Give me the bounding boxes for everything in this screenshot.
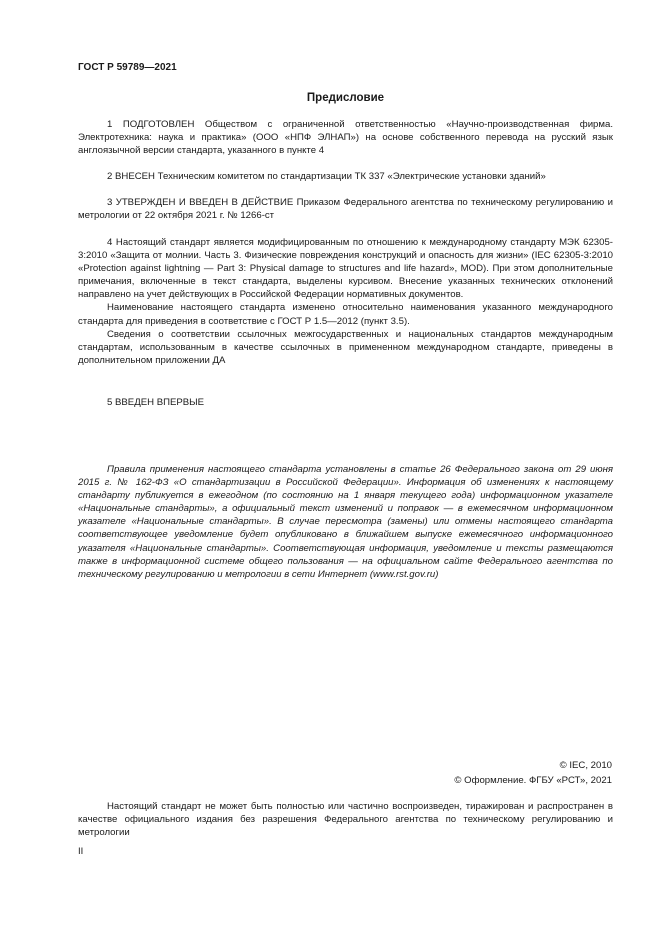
copyright-design: © Оформление. ФГБУ «РСТ», 2021	[454, 775, 612, 786]
reproduction-notice-text: Настоящий стандарт не может быть полностью или частично воспроизведен, тиражирован и распространен в качестве официального издания без разрешения Федерального агентства по техническому регулированию и метрологии	[78, 801, 613, 839]
copyright-iec: © IEC, 2010	[559, 760, 612, 771]
item-3-block	[78, 196, 613, 222]
item-2-block	[78, 170, 613, 183]
rules-note-block	[78, 463, 613, 581]
item-4-references: Сведения о соответствии ссылочных межгосударственных и национальных стандартов международным стандартам, использованным в качестве ссылочных в примененном международном стандарте, приведены в дополнительном приложении ДА	[78, 328, 613, 366]
item-4-name-change: Наименование настоящего стандарта изменено относительно наименования указанного международного стандарта для приведения в соответствие с ГОСТ Р 1.5—2012 (пункт 3.5).	[78, 302, 613, 327]
reproduction-notice	[78, 800, 613, 839]
item-1-text: 1 ПОДГОТОВЛЕН Обществом с ограниченной ответственностью «Научно-производственная фирма. Электротехника: наука и практика» (ООО «НПФ ЭЛНАП») на основе собственного перевода на русский язык англоязычной версии стандарта, указанного в пункте 4	[78, 119, 613, 157]
item-3-text: 3 УТВЕРЖДЕН И ВВЕДЕН В ДЕЙСТВИЕ Приказом Федерального агентства по техническому регулированию и метрологии от 22 октября 2021 г. № 1266-ст	[78, 197, 613, 222]
copyright-block	[454, 758, 612, 788]
item-2-text: 2 ВНЕСЕН Техническим комитетом по стандартизации ТК 337 «Электрические установки зданий»	[107, 171, 546, 182]
item-1-block	[78, 118, 613, 157]
standard-code-header: ГОСТ Р 59789—2021	[78, 62, 177, 73]
rules-note-text: Правила применения настоящего стандарта установлены в статье 26 Федерального закона от 29 июня 2015 г. № 162-ФЗ «О стандартизации в Российской Федерации». Информация об изменениях к настоящему стандарту публикуется в ежегодном (по состоянию на 1 января текущего года) информационном указателе «Национальные стандарты», а официальный текст изменений и поправок — в ежемесячном информационном указателе «Национальные стандарты». В случае пересмотра (замены) или отмены настоящего стандарта соответствующее уведомление будет опубликовано в ближайшем выпуске ежемесячного информационного указателя «Национальные стандарты». Соответствующая информация, уведомление и тексты размещаются также в информационной системе общего пользования — на официальном сайте Федерального агентства по техническому регулированию и метрологии в сети Интернет (www.rst.gov.ru)	[78, 464, 613, 580]
page-number: II	[78, 846, 84, 857]
item-5-text: 5 ВВЕДЕН ВПЕРВЫЕ	[107, 397, 205, 408]
item-4-text: 4 Настоящий стандарт является модифицированным по отношению к международному стандарту МЭК 62305-3:2010 «Защита от молнии. Часть 3. Физические повреждения конструкций и опасность для жизни» (IEC 62305-3:2010 «Protection against lightning — Part 3: Physical damage to structures and life hazard», MOD). При этом дополнительные примечания, включенные в текст стандарта, выделены курсивом. Внесение указанных технических отклонений направлено на учет действующих в Российской Федерации нормативных документов.	[78, 237, 613, 301]
item-4-block	[78, 236, 613, 367]
preface-title: Предисловие	[306, 92, 385, 104]
item-5-block	[78, 396, 613, 409]
